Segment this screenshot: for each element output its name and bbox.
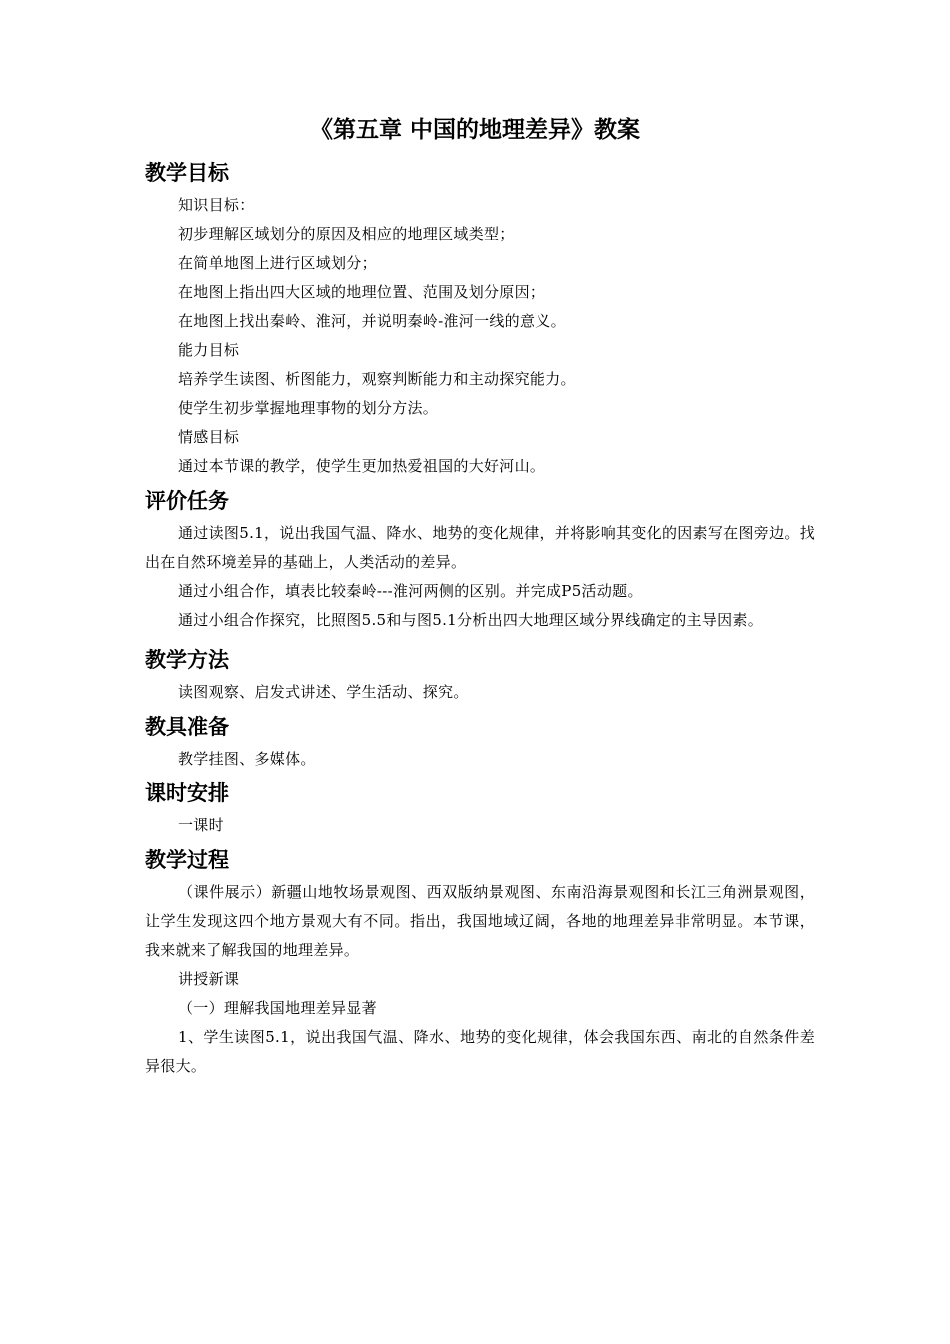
section-heading-process: 教学过程: [145, 848, 229, 872]
objectives-line-5: 在地图上找出秦岭、淮河，并说明秦岭-淮河一线的意义。: [178, 312, 566, 330]
section-evaluation: [145, 486, 815, 635]
section-tools: [145, 712, 815, 774]
section-objectives: [145, 158, 815, 481]
evaluation-line-1: 通过读图5.1，说出我国气温、降水、地势的变化规律，并将影响其变化的因素写在图旁边。找出在自然环境差异的基础上，人类活动的差异。: [145, 524, 815, 571]
section-schedule: [145, 778, 815, 840]
objectives-line-7: 培养学生读图、析图能力，观察判断能力和主动探究能力。: [178, 370, 576, 388]
section-heading-evaluation: 评价任务: [145, 489, 229, 513]
section-heading-tools: 教具准备: [145, 715, 229, 739]
section-heading-schedule: 课时安排: [145, 781, 229, 805]
objectives-line-8: 使学生初步掌握地理事物的划分方法。: [178, 399, 439, 417]
objectives-line-3: 在简单地图上进行区域划分；: [178, 254, 377, 272]
section-methods: [145, 645, 815, 707]
process-line-1: （课件展示）新疆山地牧场景观图、西双版纳景观图、东南沿海景观图和长江三角洲景观图，让学生发现这四个地方景观大有不同。指出，我国地域辽阔，各地的地理差异非常明显。本节课，我来就来了解我国的地理差异。: [145, 883, 815, 959]
objectives-line-2: 初步理解区域划分的原因及相应的地理区域类型；: [178, 225, 515, 243]
section-process: [145, 845, 815, 1081]
document-title: 《第五章 中国的地理差异》教案: [309, 116, 640, 143]
section-heading-methods: 教学方法: [145, 648, 229, 672]
process-line-2: 讲授新课: [178, 970, 240, 988]
objectives-line-1: 知识目标：: [178, 196, 255, 214]
objectives-line-9: 情感目标: [178, 428, 240, 446]
process-line-3: （一）理解我国地理差异显著: [178, 999, 377, 1017]
methods-line-1: 读图观察、启发式讲述、学生活动、探究。: [178, 683, 469, 701]
objectives-line-4: 在地图上指出四大区域的地理位置、范围及划分原因；: [178, 283, 546, 301]
section-heading-objectives: 教学目标: [145, 161, 229, 185]
evaluation-line-2: 通过小组合作，填表比较秦岭---淮河两侧的区别。并完成P5活动题。: [178, 582, 643, 600]
process-line-4: 1、学生读图5.1，说出我国气温、降水、地势的变化规律，体会我国东西、南北的自然条件差异很大。: [145, 1028, 815, 1075]
schedule-line-1: 一课时: [178, 816, 224, 834]
objectives-line-10: 通过本节课的教学，使学生更加热爱祖国的大好河山。: [178, 457, 546, 475]
tools-line-1: 教学挂图、多媒体。: [178, 750, 316, 768]
objectives-line-6: 能力目标: [178, 341, 240, 359]
evaluation-line-3: 通过小组合作探究，比照图5.5和与图5.1分析出四大地理区域分界线确定的主导因素。: [178, 611, 764, 629]
